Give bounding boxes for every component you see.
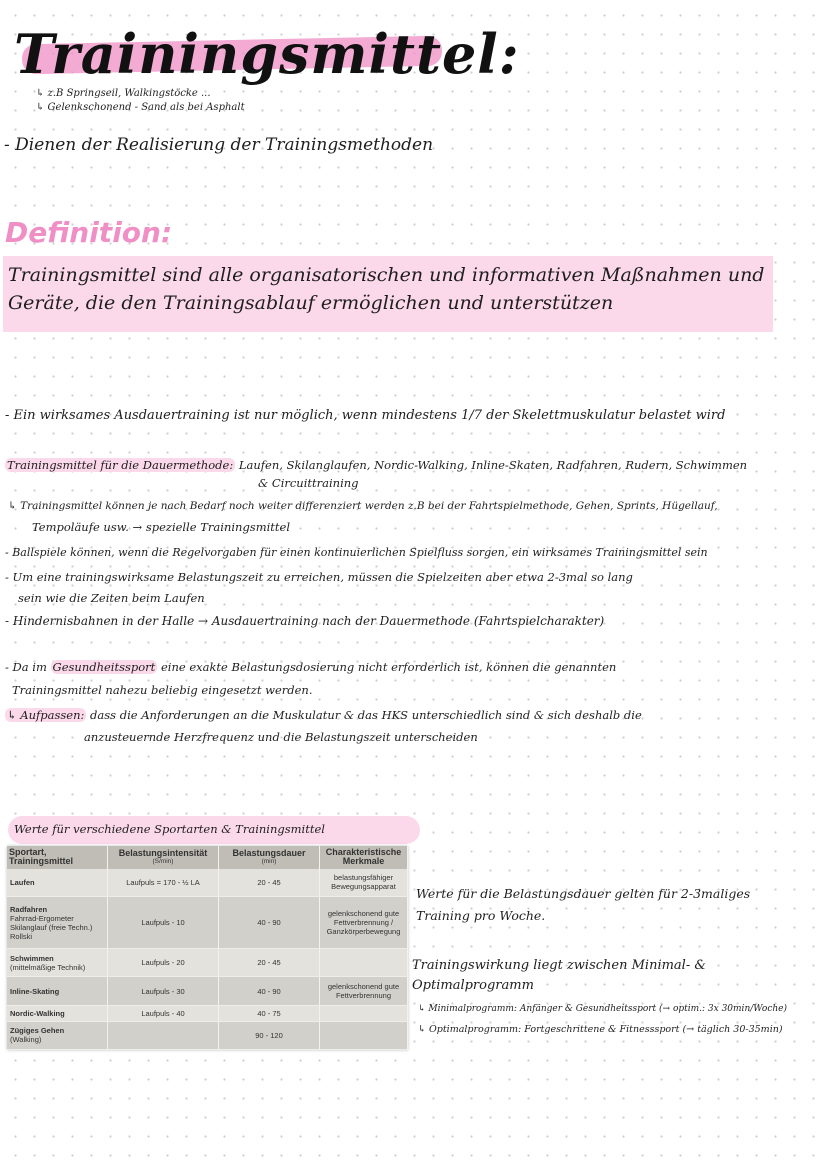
cell-intensity: Laufpuls - 20 [108,949,219,977]
cell-sport [7,1005,108,1021]
table-photo [7,846,408,1050]
cell-duration: 40 - 90 [219,896,320,948]
cell-intensity: Laufpuls - 30 [108,977,219,1005]
table-row [7,869,408,897]
definition-heading: Definition: [5,216,173,249]
ballspiele-line-1: - Ballspiele können, wenn die Regelvorgaben für einen kontinuierlichen Spielfluss sorgen, ein wirksames Trainingsmittel sein [5,546,708,559]
sport-name: Schwimmen [10,953,54,963]
dauermethode-list: Laufen, Skilanglaufen, Nordic-Walking, Inline-Skaten, Radfahren, Rudern, Schwimmen [238,458,748,472]
sport-name: Inline-Skating [10,986,60,996]
gesundheit-post: eine exakte Belastungsdosierung nicht erforderlich ist, können die genannten [160,660,617,674]
ballspiele-line-3: sein wie die Zeiten beim Laufen [18,591,205,605]
dauermethode-label: Trainingsmittel für die Dauermethode: [7,458,234,472]
aufpassen-text: dass die Anforderungen an die Muskulatur & das HKS unterschiedlich sind & sich deshalb die [90,708,642,722]
cell-features [320,1005,408,1021]
sport-sub: (Walking) [10,1035,42,1045]
definition-line-1: Trainingsmittel sind alle organisatorischen und informativen Maßnahmen und [8,264,765,286]
table-row [7,949,408,977]
cell-sport [7,977,108,1005]
differenzierung-line-1: ↳ Trainingsmittel können je nach Bedarf noch weiter differenziert werden z.B bei der Fahrtspielmethode, Gehen, Sprints, Hügellauf, [8,500,718,512]
cell-intensity: Laufpuls - 40 [108,1005,219,1021]
cell-sport [7,896,108,948]
cell-duration: 20 - 45 [219,949,320,977]
header-merkmale: Charakteristische Merkmale [320,846,408,869]
note-minimalprogramm: ↳ Minimalprogramm: Anfänger & Gesundheitssport (→ optim.: 3x 30min/Woche) [418,1004,787,1014]
values-table [7,846,408,1050]
aufpassen-line-1 [5,708,642,722]
intro-line: - Dienen der Realisierung der Trainingsmethoden [4,135,434,155]
gesundheit-highlight: Gesundheitssport [52,660,156,674]
header-dauer-label: Belastungsdauer [232,848,306,859]
note-optimalprogramm: ↳ Optimalprogramm: Fortgeschrittene & Fitnesssport (→ täglich 30-35min) [418,1024,783,1035]
cell-features [320,1021,408,1049]
note-dauer-line-2: Training pro Woche. [416,908,546,923]
sport-name: Nordic-Walking [10,1008,65,1018]
gesundheit-line-1 [5,660,616,674]
note-wirkung-line-2: Optimalprogramm [412,978,534,993]
sport-name: Laufen [10,877,35,887]
aufpassen-line-2: anzusteuernde Herzfrequenz und die Belastungszeit unterscheiden [84,730,478,744]
cell-duration: 40 - 75 [219,1005,320,1021]
dauermethode-list-2: & Circuittraining [258,476,359,490]
cell-intensity: Laufpuls - 10 [108,896,219,948]
table-row [7,1021,408,1049]
definition-line-2: Geräte, die den Trainingsablauf ermöglichen und unterstützen [8,292,614,314]
header-sportart: Sportart, Trainingsmittel [7,846,108,869]
header-dauer-unit: (min) [261,857,277,865]
cell-duration: 40 - 90 [219,977,320,1005]
sport-name: Radfahren [10,904,48,914]
hindernis-line: - Hindernisbahnen in der Halle → Ausdauertraining nach der Dauermethode (Fahrtspielcharakter) [5,614,605,628]
table-row [7,896,408,948]
differenzierung-line-2: Tempoläufe usw. → spezielle Trainingsmittel [32,520,291,534]
cell-features [320,949,408,977]
ballspiele-line-2: - Um eine trainingswirksame Belastungszeit zu erreichen, müssen die Spielzeiten aber etwa 2-3mal so lang [5,570,633,584]
gesundheit-pre: - Da im [5,660,47,674]
table-label: Werte für verschiedene Sportarten & Trainingsmittel [14,822,325,836]
table-row [7,1005,408,1021]
title-note-2: ↳ Gelenkschonend - Sand als bei Asphalt [36,102,245,113]
cell-sport [7,869,108,897]
muskulatur-bullet: - Ein wirksames Ausdauertraining ist nur möglich, wenn mindestens 1/7 der Skelettmuskulatur belastet wird [5,408,726,423]
gesundheit-line-2: Trainingsmittel nahezu beliebig eingesetzt werden. [12,683,313,697]
title-note-1: ↳ z.B Springseil, Walkingstöcke ... [36,88,211,99]
header-intensitaet-label: Belastungsintensität [118,848,208,859]
cell-features: belastungsfähiger Bewegungsapparat [320,869,408,897]
cell-intensity: Laufpuls = 170 - ½ LA [108,869,219,897]
table-row [7,977,408,1005]
header-intensitaet-unit: (S/min) [152,857,174,865]
cell-intensity [108,1021,219,1049]
cell-duration: 20 - 45 [219,869,320,897]
cell-sport [7,949,108,977]
page-title: Trainingsmittel: [14,22,520,86]
cell-sport [7,1021,108,1049]
dauermethode-row [5,458,747,472]
sport-sub: Fahrrad-Ergometer Skilanglauf (freie Techn.) Rollski [10,913,93,941]
sport-sub: (mittelmäßige Technik) [10,962,86,972]
cell-duration: 90 - 120 [219,1021,320,1049]
cell-features: gelenkschonend gute Fettverbrennung / Ganzkörperbewegung [320,896,408,948]
note-wirkung-line-1: Trainingswirkung liegt zwischen Minimal- & [412,958,706,973]
note-dauer-line-1: Werte für die Belastungsdauer gelten für 2-3maliges [416,886,751,901]
header-intensitaet [108,846,219,869]
table-header-row [7,846,408,869]
header-dauer [219,846,320,869]
aufpassen-label: ↳ Aufpassen: [7,708,85,722]
sport-name: Zügiges Gehen [10,1026,65,1036]
cell-features: gelenkschonend gute Fettverbrennung [320,977,408,1005]
